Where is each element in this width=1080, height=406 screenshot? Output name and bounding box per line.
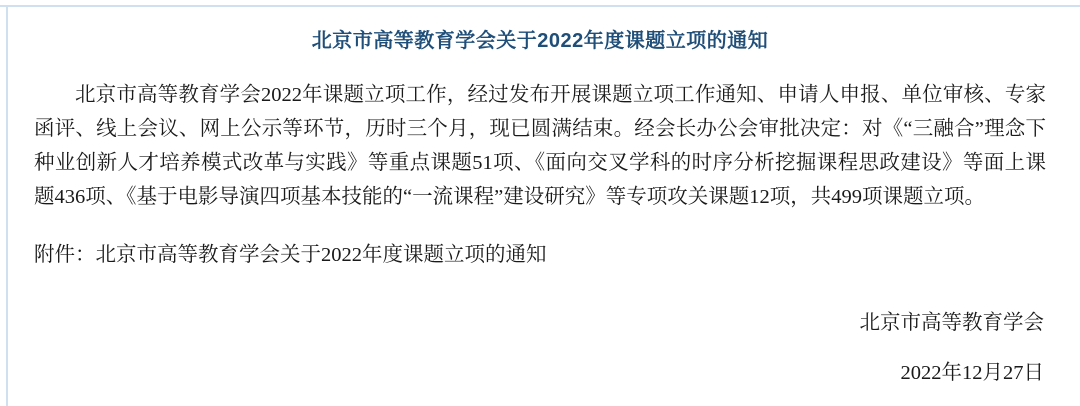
document-body [34, 78, 1046, 272]
signature-block [860, 306, 1045, 390]
left-border-rule [6, 5, 8, 406]
signature-date: 2022年12月27日 [900, 362, 1044, 384]
signature-organization: 北京市高等教育学会 [859, 312, 1044, 334]
attachment-line: 附件：北京市高等教育学会关于2022年度课题立项的通知 [34, 244, 547, 266]
body-paragraph: 北京市高等教育学会2022年课题立项工作，经过发布开展课题立项工作通知、申请人申报、单位审核、专家函评、线上会议、网上公示等环节，历时三个月，现已圆满结束。经会长办公会审批决定：对《“三融合”理念下种业创新人才培养模式改革与实践》等重点课题51项、《面向交叉学科的时序分析挖掘课程思政建设》等面上课题436项、《基于电影导演四项基本技能的“一流课程”建设研究》等专项攻关课题12项，共499项课题立项。 [34, 84, 1046, 208]
top-border-rule [0, 5, 1080, 7]
page-title: 北京市高等教育学会关于2022年度课题立项的通知 [311, 30, 769, 52]
